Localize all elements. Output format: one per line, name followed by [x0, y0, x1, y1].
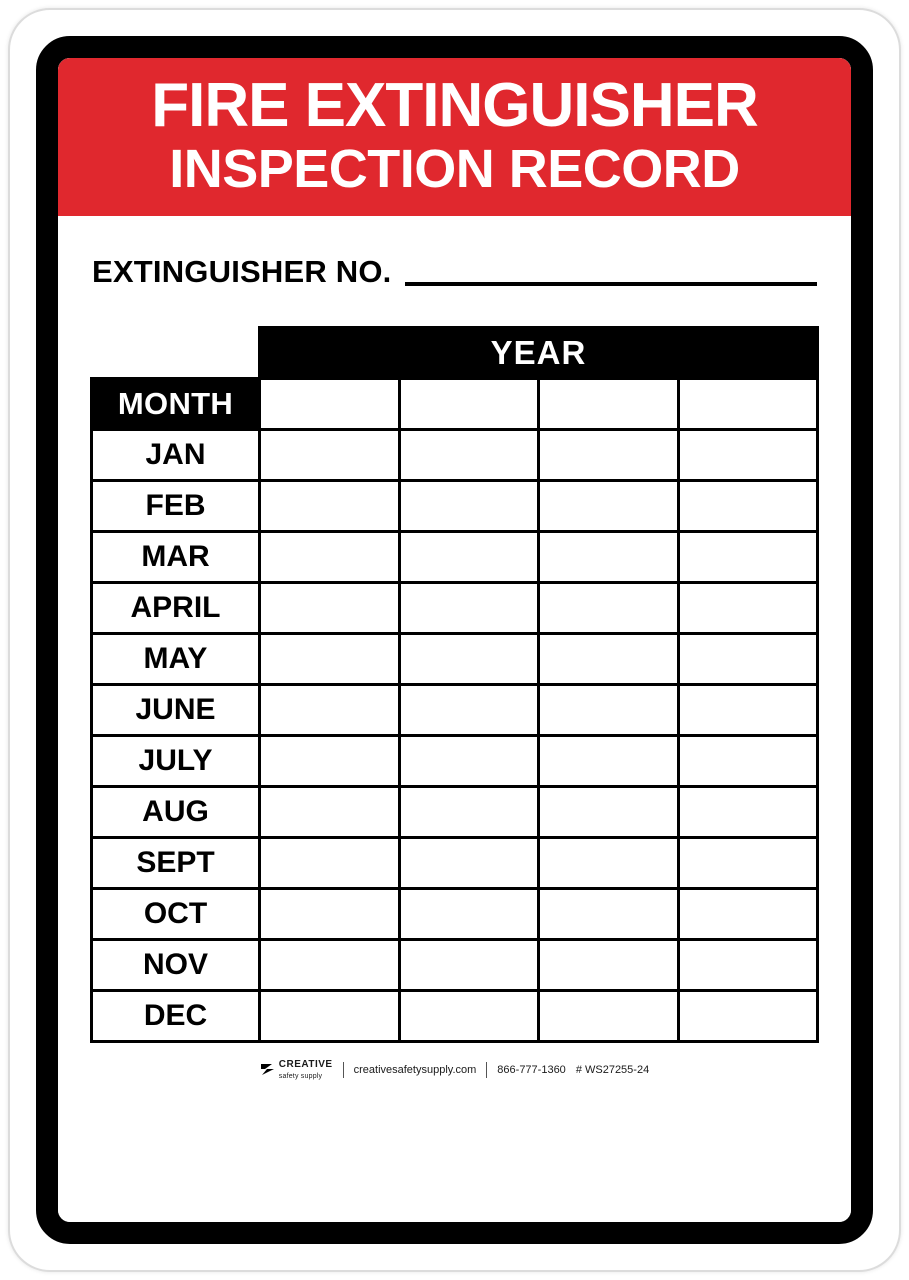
entry-cell[interactable] [539, 939, 679, 990]
entry-cell[interactable] [539, 837, 679, 888]
month-label: JULY [92, 735, 260, 786]
table-row [92, 888, 818, 939]
entry-cell[interactable] [678, 480, 818, 531]
entry-cell[interactable] [399, 531, 539, 582]
footer-divider-2 [486, 1062, 487, 1078]
entry-cell[interactable] [260, 531, 400, 582]
table-row [92, 990, 818, 1041]
month-label: MAY [92, 633, 260, 684]
entry-cell[interactable] [399, 429, 539, 480]
month-label: DEC [92, 990, 260, 1041]
entry-cell[interactable] [678, 837, 818, 888]
entry-cell[interactable] [399, 480, 539, 531]
table-row [92, 633, 818, 684]
entry-cell[interactable] [260, 684, 400, 735]
entry-cell[interactable] [399, 990, 539, 1041]
month-header-cell: MONTH [92, 378, 260, 429]
entry-cell[interactable] [260, 837, 400, 888]
entry-cell[interactable] [539, 429, 679, 480]
sign-content [58, 58, 851, 1222]
entry-cell[interactable] [399, 786, 539, 837]
sign-plate [8, 8, 901, 1272]
footer [90, 1059, 819, 1087]
entry-cell[interactable] [399, 735, 539, 786]
year-column-input-4[interactable] [678, 378, 818, 429]
entry-cell[interactable] [678, 633, 818, 684]
sign-header [58, 58, 851, 216]
entry-cell[interactable] [399, 888, 539, 939]
creative-safety-supply-logo-icon [260, 1063, 275, 1076]
table-corner-spacer [92, 327, 260, 378]
brand-text [279, 1059, 333, 1081]
entry-cell[interactable] [678, 531, 818, 582]
entry-cell[interactable] [539, 480, 679, 531]
entry-cell[interactable] [399, 633, 539, 684]
extinguisher-number-field[interactable] [405, 281, 817, 286]
month-label: APRIL [92, 582, 260, 633]
month-label: FEB [92, 480, 260, 531]
entry-cell[interactable] [539, 531, 679, 582]
month-label: JAN [92, 429, 260, 480]
year-column-input-3[interactable] [539, 378, 679, 429]
table-row [92, 582, 818, 633]
year-header-cell: YEAR [260, 327, 818, 378]
month-label: AUG [92, 786, 260, 837]
entry-cell[interactable] [539, 888, 679, 939]
entry-cell[interactable] [399, 837, 539, 888]
footer-part-number: # WS27255-24 [575, 1063, 650, 1076]
header-title-primary: FIRE EXTINGUISHER [151, 71, 758, 140]
entry-cell[interactable] [678, 429, 818, 480]
entry-cell[interactable] [260, 888, 400, 939]
month-label: OCT [92, 888, 260, 939]
entry-cell[interactable] [539, 684, 679, 735]
footer-phone[interactable]: 866-777-1360 [497, 1063, 566, 1076]
entry-cell[interactable] [678, 786, 818, 837]
month-label: MAR [92, 531, 260, 582]
entry-cell[interactable] [260, 582, 400, 633]
entry-cell[interactable] [539, 735, 679, 786]
table-row [92, 939, 818, 990]
month-label: SEPT [92, 837, 260, 888]
entry-cell[interactable] [260, 990, 400, 1041]
entry-cell[interactable] [678, 888, 818, 939]
year-column-input-2[interactable] [399, 378, 539, 429]
entry-cell[interactable] [260, 480, 400, 531]
table-row [92, 480, 818, 531]
brand-name-bottom: safety supply [278, 1072, 323, 1080]
entry-cell[interactable] [539, 633, 679, 684]
entry-cell[interactable] [260, 786, 400, 837]
entry-cell[interactable] [539, 786, 679, 837]
table-row [92, 735, 818, 786]
entry-cell[interactable] [678, 582, 818, 633]
table-row [92, 531, 818, 582]
entry-cell[interactable] [678, 990, 818, 1041]
entry-cell[interactable] [260, 633, 400, 684]
sign-black-border [36, 36, 873, 1244]
month-label: JUNE [92, 684, 260, 735]
entry-cell[interactable] [399, 582, 539, 633]
entry-cell[interactable] [678, 684, 818, 735]
entry-cell[interactable] [399, 939, 539, 990]
entry-cell[interactable] [678, 735, 818, 786]
brand-name-top: CREATIVE [278, 1058, 333, 1070]
table-row [92, 429, 818, 480]
extinguisher-number-row [58, 216, 851, 290]
footer-divider-1 [343, 1062, 344, 1078]
entry-cell[interactable] [260, 429, 400, 480]
extinguisher-number-label: EXTINGUISHER NO. [92, 253, 392, 289]
year-column-input-1[interactable] [260, 378, 400, 429]
footer-website[interactable]: creativesafetysupply.com [353, 1063, 477, 1076]
entry-cell[interactable] [539, 582, 679, 633]
inspection-record-table [90, 326, 819, 1043]
entry-cell[interactable] [399, 684, 539, 735]
table-row [92, 786, 818, 837]
entry-cell[interactable] [260, 939, 400, 990]
header-title-secondary: INSPECTION RECORD [169, 139, 740, 200]
table-row-year-header [92, 327, 818, 378]
table-row [92, 684, 818, 735]
entry-cell[interactable] [260, 735, 400, 786]
month-label: NOV [92, 939, 260, 990]
entry-cell[interactable] [678, 939, 818, 990]
inspection-table-wrap [58, 290, 851, 1087]
entry-cell[interactable] [539, 990, 679, 1041]
table-row-month-header [92, 378, 818, 429]
table-row [92, 837, 818, 888]
brand-logo [260, 1059, 333, 1081]
